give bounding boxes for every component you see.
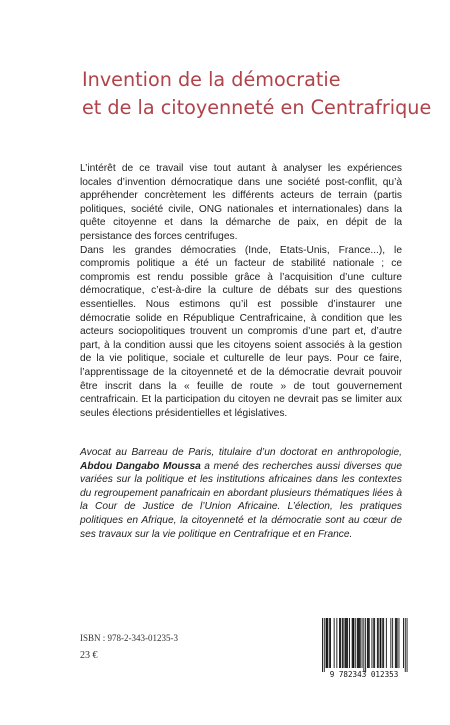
barcode-bar [327,618,328,668]
barcode-bar [392,618,393,668]
barcode-bar [339,618,340,668]
barcode-bar [403,618,404,668]
barcode-bar [349,618,350,668]
barcode-bar [353,618,354,668]
barcode-bar [330,618,331,668]
barcode-bar [359,618,360,668]
barcode-bar [368,618,369,668]
barcode-bar [342,618,343,668]
barcode-bar [372,618,373,668]
book-price: 23 € [80,650,98,661]
barcode-bar [377,618,378,668]
barcode-bar [382,618,383,668]
author-bio-intro: Avocat au Barreau de Paris, titulaire d’un doctorat en anthropologie, [80,447,402,458]
barcode-bar [365,618,366,672]
barcode-bar [369,618,370,668]
barcode-bar [395,618,396,668]
barcode-bar [378,618,379,668]
barcode-bar [324,618,325,672]
summary-paragraph-1: L’intérêt de ce travail vise tout autant à analyser les expériences locales d’invention démocratique dans une société post-conflit, qu’à appréhender concrètement les différents acteurs de terrain (partis politiques, société civile, ONG nationales et internationales) dans la quête citoyenne et dans la démarche de paix, en dépit de la persistance des forces centrifuges. [80,163,402,242]
barcode-bar [345,618,346,668]
barcode-bar [358,618,359,668]
barcode-bar [407,618,408,672]
barcode-bar [386,618,387,668]
barcode-digits: 9 782343 012353 [329,670,399,679]
barcode-bar [380,618,381,668]
barcode-bar [329,618,330,668]
barcode-bar [322,618,323,672]
barcode-bar [396,618,397,668]
barcode-bar [357,618,358,668]
book-title [82,66,432,122]
book-summary [80,162,402,420]
book-title-line-2: et de la citoyenneté en Centrafrique [82,96,432,119]
barcode-bar [345,618,346,668]
barcode-bar [381,618,382,668]
barcode-bar [352,618,353,668]
barcode-bar [405,618,406,672]
barcode-bar [327,618,328,668]
barcode [318,616,410,684]
barcode-bar [399,618,400,668]
barcode-bar [397,618,398,668]
barcode-bar [383,618,384,668]
barcode-bar [367,618,368,668]
summary-paragraph-2: Dans les grandes démocraties (Inde, Etats-Unis, France...), le compromis politique a été un facteur de stabilité nationale ; ce compromis est rendu possible grâce à l’acquisition d’une culture démocratique, c’est-à-dire la culture de débats sur des questions essentielles. Nous estimons qu’il est possible d’instaurer une démocratie solide en République Centrafricaine, à condition que les acteurs sociopolitiques trouvent un compromis d’une part et, d’autre part, à la condition aussi que les citoyens soient associés à la gestion de la vie politique, sociale et culturelle de leur pays. Pour ce faire, l’apprentissage de la citoyenneté et de la démocratie devrait pouvoir être inscrit dans la « feuille de route » de tout gouvernement centrafricain. Et la participation du citoyen ne devrait pas se limiter aux seules élections présidentielles et législatives. [80,244,402,419]
barcode-bar [354,618,355,668]
barcode-bar [355,618,356,668]
barcode-bar [346,618,347,668]
author-bio-rest: a mené des recherches aussi diverses que variées sur la politique et les institutions africaines dans les contextes du regroupement panafricain en abordant plusieurs thématiques liées à la Cour de Justice de l’Union Africaine. L’élection, les pratiques politiques en Afrique, la citoyenneté et la démocratie sont au cœur de ses travaux sur la vie politique en Centrafrique et en France. [80,460,403,540]
barcode-bar [326,618,327,668]
isbn-number: ISBN : 978-2-343-01235-3 [80,633,178,643]
barcode-bar [347,618,348,668]
barcode-bar [373,618,374,668]
barcode-bar [360,618,361,668]
barcode-bar [343,618,344,668]
barcode-bar [390,618,391,668]
barcode-bar [374,618,375,668]
book-title-line-1: Invention de la démocratie [82,68,341,91]
barcode-bars [318,616,410,672]
barcode-bar [340,618,341,668]
barcode-bar [363,618,364,672]
barcode-bar [336,618,337,668]
barcode-bar [334,618,335,668]
barcode-bar [362,618,363,668]
author-biography [80,446,402,541]
author-name: Abdou Dangabo Moussa [80,460,201,472]
